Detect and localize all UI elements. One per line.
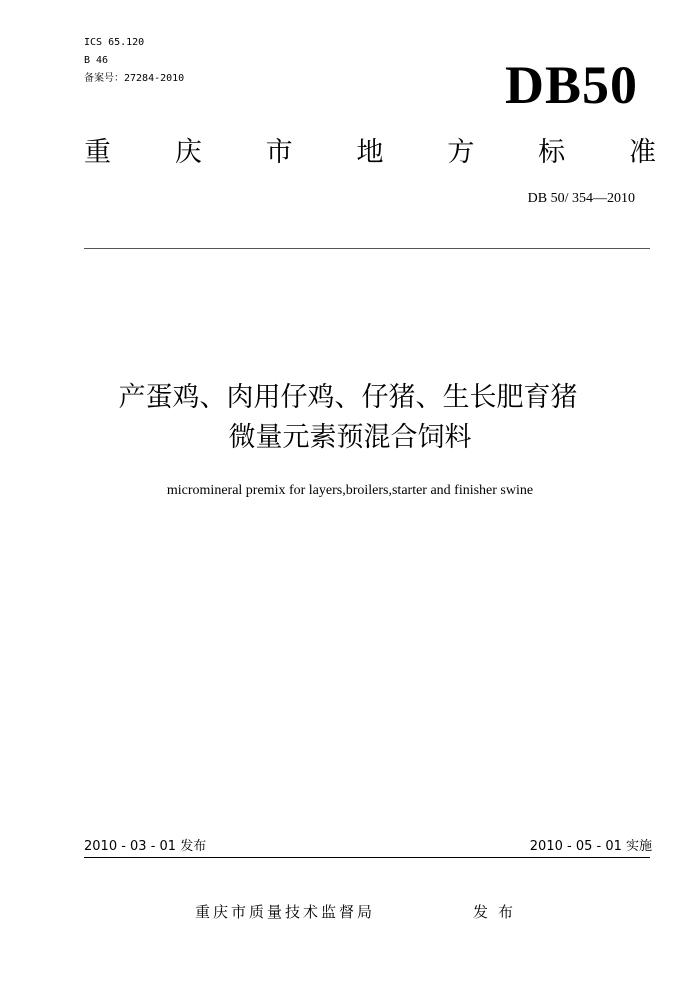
standard-type-char: 重 — [84, 137, 111, 168]
ics-code: ICS 65.120 — [84, 37, 145, 48]
standard-type-heading — [84, 135, 656, 171]
standard-type-char: 庆 — [174, 137, 202, 168]
document-title-line-1: 产蛋鸡、肉用仔鸡、仔猪、生长肥育猪 — [118, 382, 578, 413]
document-title-english: micromineral premix for layers,broilers,starter and finisher swine — [166, 483, 534, 498]
issuer-name: 重庆市质量技术监督局 — [195, 903, 376, 921]
standard-type-char: 准 — [628, 137, 656, 168]
standard-type-char: 标 — [538, 137, 566, 168]
standard-number: DB 50/ 354—2010 — [527, 191, 635, 206]
standard-type-char: 市 — [265, 137, 293, 168]
document-title-line-2: 微量元素预混合饲料 — [228, 422, 472, 453]
issue-date: 2010 - 03 - 01 发布 — [84, 839, 207, 854]
standard-type-char: 地 — [356, 137, 384, 168]
issuer-action: 发布 — [473, 903, 524, 921]
effective-date: 2010 - 05 - 01 实施 — [529, 839, 652, 854]
db50-logo-mark: DB50 — [504, 55, 638, 115]
filing-number: 备案号：27284-2010 — [84, 73, 185, 84]
standard-type-char: 方 — [447, 137, 475, 168]
bottom-divider — [84, 857, 650, 858]
top-divider — [84, 248, 650, 249]
classification-code: B 46 — [84, 55, 109, 66]
issuer-line — [195, 902, 525, 922]
